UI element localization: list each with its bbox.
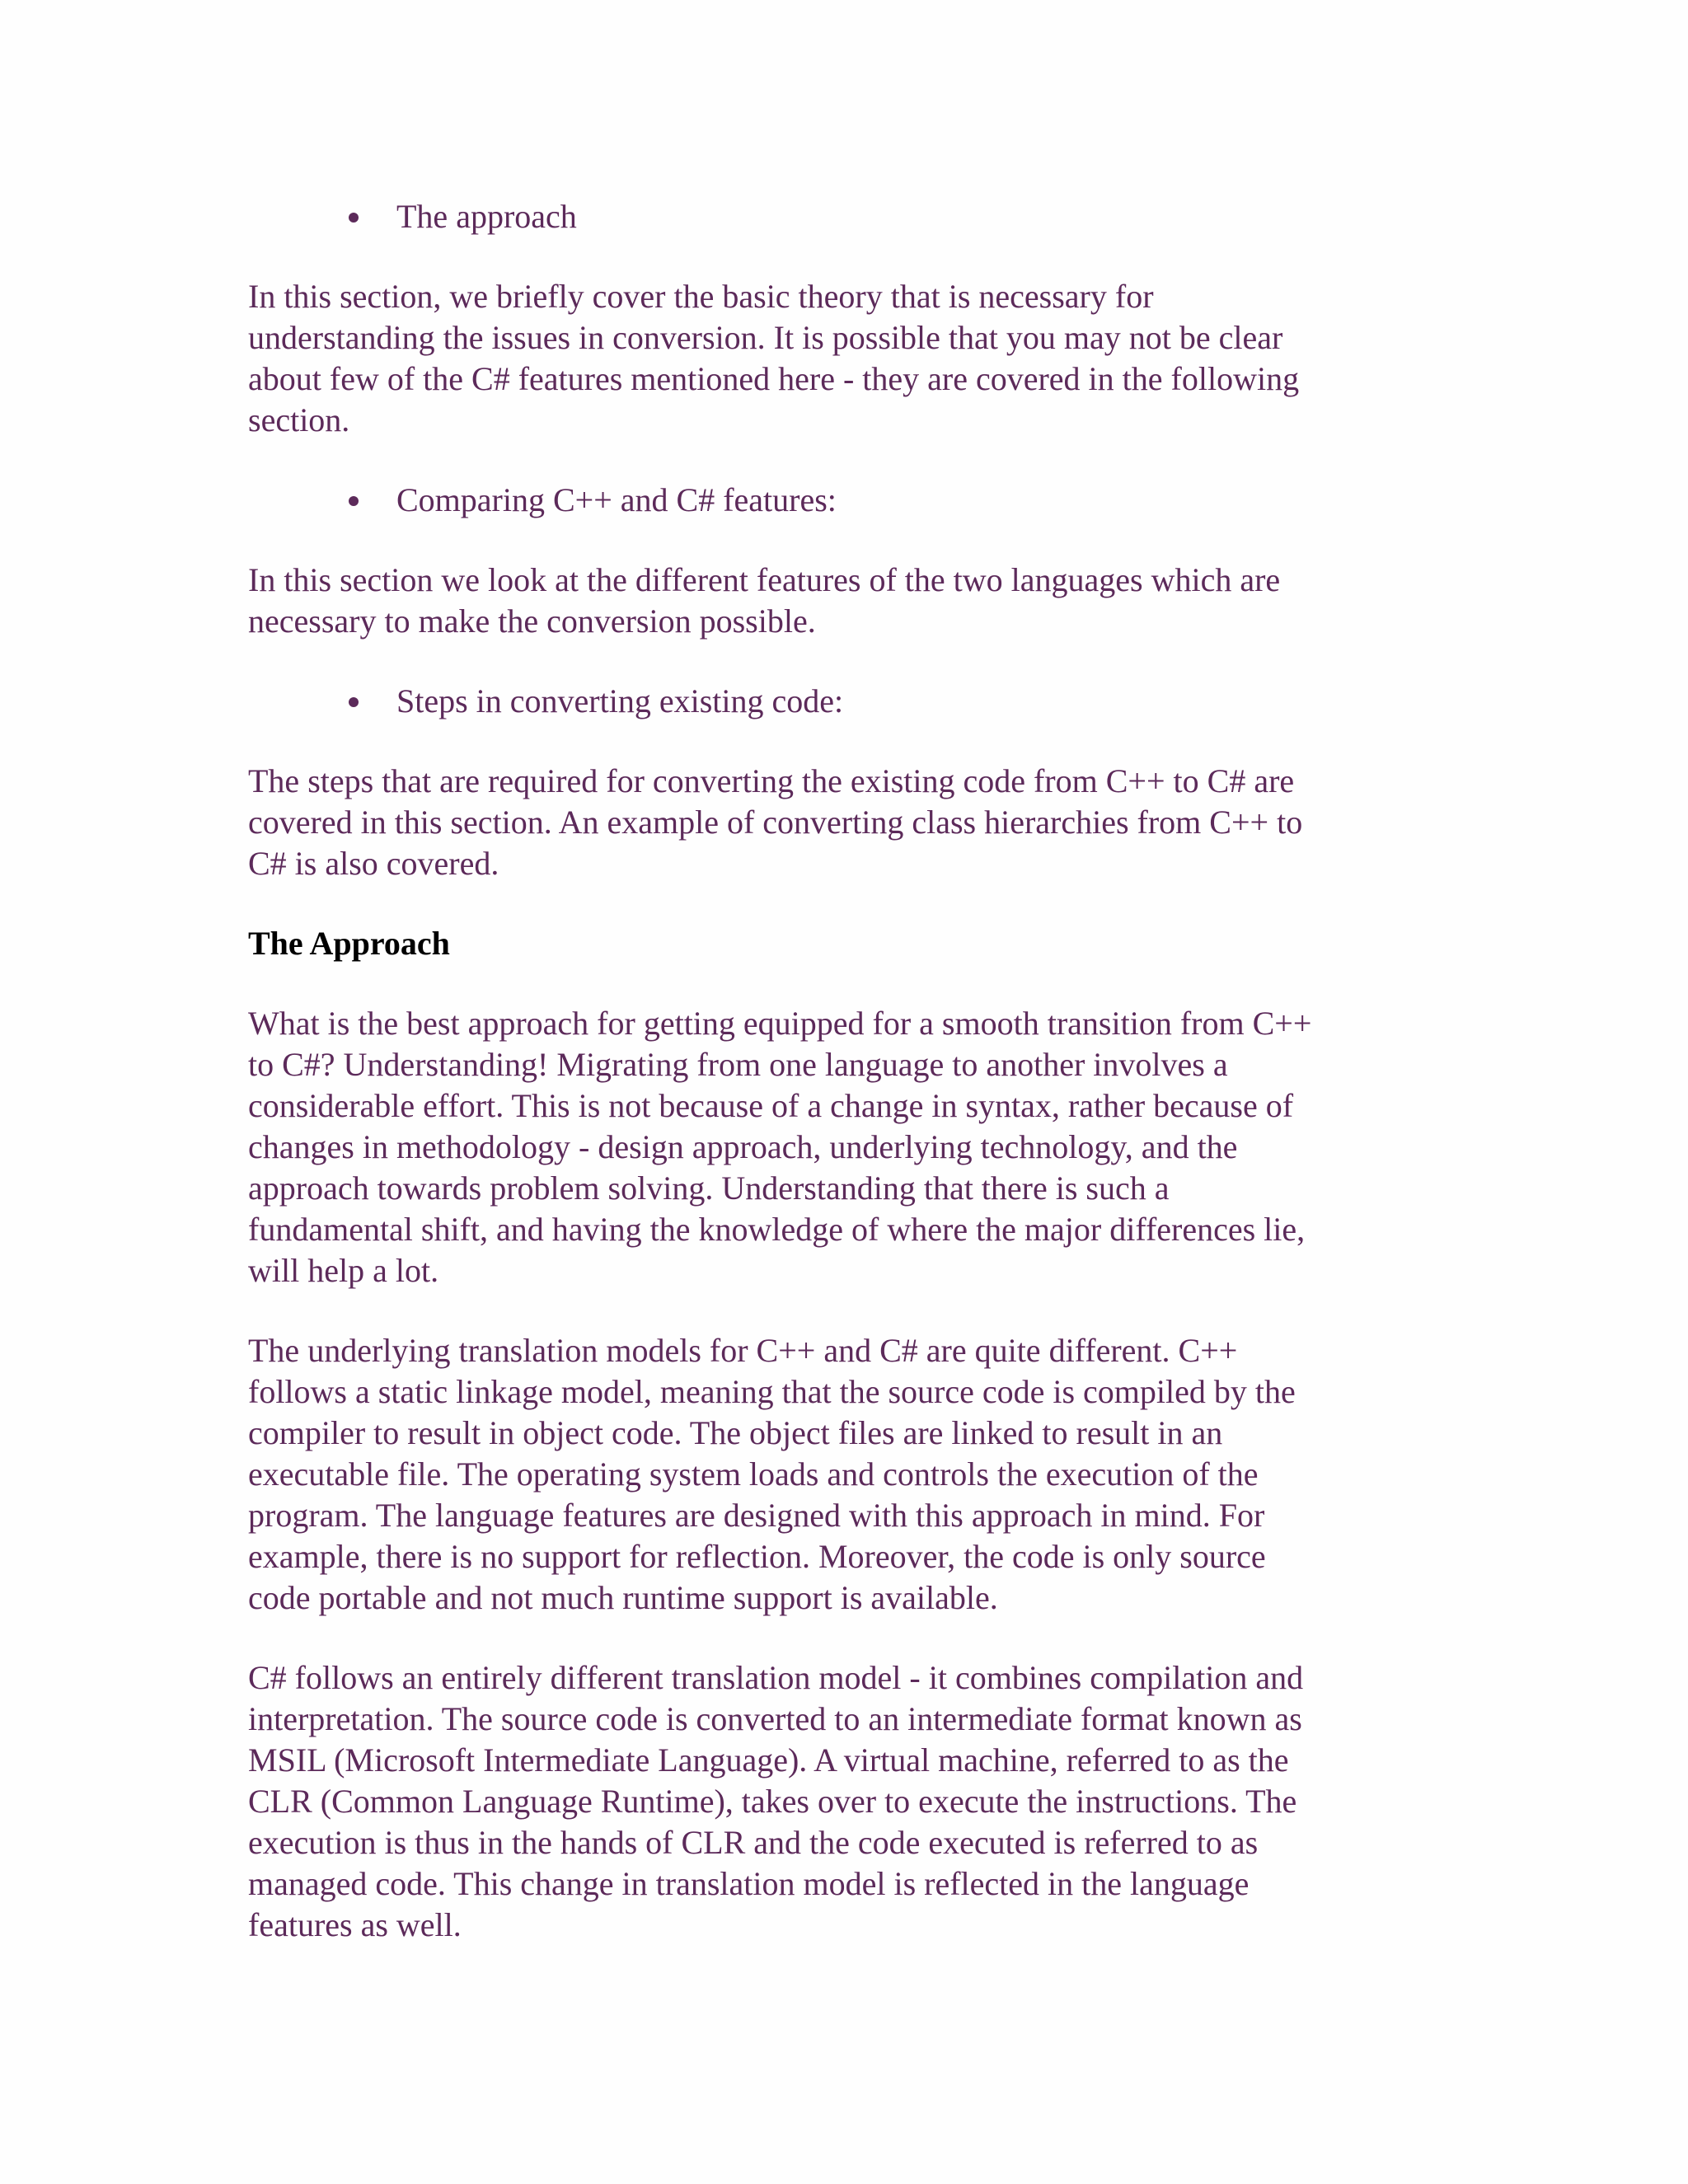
paragraph-line: managed code. This change in translation model is reflected in the language [248,1865,1250,1902]
paragraph-line: code portable and not much runtime support is available. [248,1579,998,1616]
bullet-item-approach [248,196,1451,237]
document-body [248,196,1451,1946]
bullet-text: Steps in converting existing code: [396,682,844,719]
bullet-text: The approach [396,198,577,235]
paragraph-line: execution is thus in the hands of CLR and the code executed is referred to as [248,1824,1259,1861]
bullet-dot-icon [349,697,359,707]
paragraph-line: will help a lot. [248,1252,439,1289]
paragraph-line: The underlying translation models for C++ and C# are quite different. C++ [248,1332,1238,1369]
paragraph-line: The steps that are required for converting the existing code from C++ to C# are [248,762,1295,799]
paragraph-line: compiler to result in object code. The object files are linked to result in an [248,1414,1223,1451]
paragraph-line: program. The language features are designed with this approach in mind. For [248,1497,1265,1534]
paragraph-line: fundamental shift, and having the knowledge of where the major differences lie, [248,1211,1306,1248]
paragraph-line: features as well. [248,1906,462,1943]
section-heading: The Approach [248,925,450,962]
paragraph-line: section. [248,401,350,438]
paragraph-cpp-model [248,1330,1451,1619]
paragraph-line: example, there is no support for reflection. Moreover, the code is only source [248,1538,1266,1575]
paragraph-line: about few of the C# features mentioned here - they are covered in the following [248,360,1300,397]
paragraph-line: approach towards problem solving. Understanding that there is such a [248,1169,1170,1207]
bullet-item-steps [248,681,1451,722]
bullet-dot-icon [349,213,359,223]
bullet-dot-icon [349,496,359,506]
paragraph-line: understanding the issues in conversion. It is possible that you may not be clear [248,319,1283,356]
paragraph-intro [248,276,1451,441]
paragraph-line: follows a static linkage model, meaning that the source code is compiled by the [248,1373,1296,1410]
paragraph-line: changes in methodology - design approach, underlying technology, and the [248,1128,1238,1165]
bullet-item-comparing [248,480,1451,521]
paragraph-line: What is the best approach for getting equipped for a smooth transition from C++ [248,1005,1312,1042]
paragraph-line: In this section we look at the different features of the two languages which are [248,561,1281,598]
paragraph-csharp-model [248,1657,1451,1946]
paragraph-line: executable file. The operating system loads and controls the execution of the [248,1455,1259,1493]
paragraph-line: to C#? Understanding! Migrating from one language to another involves a [248,1046,1228,1083]
paragraph-approach [248,1003,1451,1291]
paragraph-steps [248,761,1451,884]
paragraph-comparing [248,560,1451,642]
paragraph-line: covered in this section. An example of converting class hierarchies from C++ to [248,804,1303,841]
paragraph-line: MSIL (Microsoft Intermediate Language). A virtual machine, referred to as the [248,1741,1289,1779]
paragraph-line: C# is also covered. [248,845,499,882]
paragraph-line: necessary to make the conversion possible. [248,602,816,640]
paragraph-line: In this section, we briefly cover the basic theory that is necessary for [248,278,1154,315]
bullet-text: Comparing C++ and C# features: [396,481,837,518]
paragraph-line: C# follows an entirely different translation model - it combines compilation and [248,1659,1304,1696]
paragraph-line: CLR (Common Language Runtime), takes over to execute the instructions. The [248,1783,1297,1820]
paragraph-line: considerable effort. This is not because of a change in syntax, rather because of [248,1087,1294,1124]
paragraph-line: interpretation. The source code is converted to an intermediate format known as [248,1700,1302,1737]
